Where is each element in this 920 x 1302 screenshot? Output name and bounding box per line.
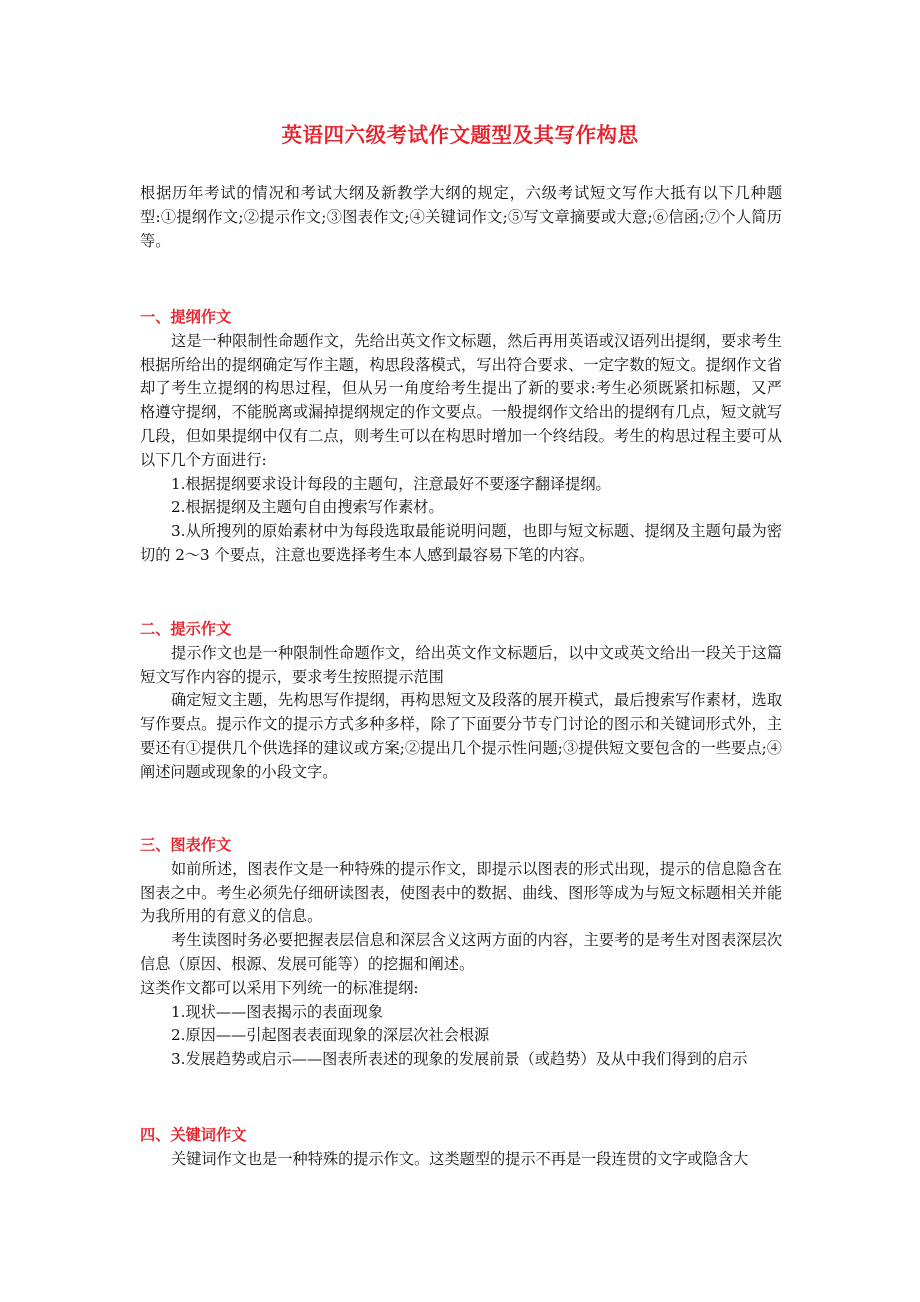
section-paragraph: 这类作文都可以采用下列统一的标准提纲: xyxy=(140,978,419,997)
section-heading: 四、关键词作文 xyxy=(140,1126,247,1144)
intro-paragraph xyxy=(140,182,782,253)
list-item: 2.根据提纲及主题句自由搜索写作素材。 xyxy=(171,498,444,517)
section-heading: 二、提示作文 xyxy=(140,620,232,638)
section-outline-essay xyxy=(140,306,782,568)
list-item: 1.根据提纲要求设计每段的主题句，注意最好不要逐字翻译提纲。 xyxy=(171,474,611,493)
section-heading: 三、图表作文 xyxy=(140,836,232,854)
section-paragraph: 提示作文也是一种限制性命题作文，给出英文作文标题后，以中文或英文给出一段关于这篇短文写作内容的提示，要求考生按照提示范围 xyxy=(140,643,782,686)
section-paragraph: 这是一种限制性命题作文，先给出英文作文标题，然后再用英语或汉语列出提纲，要求考生根据所给出的提纲确定写作主题，构思段落模式，写出符合要求、一定字数的短文。提纲作文省却了考生立提纲的构思过程，但从另一角度给考生提出了新的要求:考生必须既紧扣标题，又严格遵守提纲，不能脱离或漏掉提纲规定的作文要点。一般提纲作文给出的提纲有几点，短文就写几段，但如果提纲中仅有二点，则考生可以在构思时增加一个终结段。考生的构思过程主要可从以下几个方面进行: xyxy=(140,331,782,469)
list-item: 1.现状——图表揭示的表面现象 xyxy=(171,1002,383,1021)
section-heading: 一、提纲作文 xyxy=(140,308,232,326)
document-title: 英语四六级考试作文题型及其写作构思 xyxy=(281,123,639,147)
section-paragraph: 确定短文主题，先构思写作提纲，再构思短文及段落的展开模式，最后搜索写作素材，选取写作要点。提示作文的提示方式多种多样，除了下面要分节专门讨论的图示和关键词形式外，主要还有①提供几个供选择的建议或方案;②提出几个提示性问题;③提供短文要包含的一些要点;④阐述问题或现象的小段文字。 xyxy=(140,691,782,781)
section-paragraph: 如前所述，图表作文是一种特殊的提示作文，即提示以图表的形式出现，提示的信息隐含在图表之中。考生必须先仔细研读图表，使图表中的数据、曲线、图形等成为与短文标题相关并能为我所用的有意义的信息。 xyxy=(140,859,782,926)
section-prompt-essay xyxy=(140,618,782,785)
list-item: 3.发展趋势或启示——图表所表述的现象的发展前景（或趋势）及从中我们得到的启示 xyxy=(171,1050,748,1069)
section-paragraph: 考生读图时务必要把握表层信息和深层含义这两方面的内容，主要考的是考生对图表深层次信息（原因、根源、发展可能等）的挖掘和阐述。 xyxy=(140,931,782,973)
list-item: 2.原因——引起图表表面现象的深层次社会根源 xyxy=(171,1026,490,1045)
section-chart-essay xyxy=(140,834,782,1072)
section-paragraph: 关键词作文也是一种特殊的提示作文。这类题型的提示不再是一段连贯的文字或隐含大 xyxy=(171,1149,749,1168)
section-keyword-essay xyxy=(140,1124,782,1172)
intro-text: 根据历年考试的情况和考试大纲及新教学大纲的规定，六级考试短文写作大抵有以下几种题型:①提纲作文;②提示作文;③图表作文;④关键词作文;⑤写文章摘要或大意;⑥信函;⑦个人简历等。 xyxy=(140,184,782,250)
list-item: 3.从所搜列的原始素材中为每段选取最能说明问题，也即与短文标题、提纲及主题句最为密切的 2～3 个要点，注意也要选择考生本人感到最容易下笔的内容。 xyxy=(140,522,782,564)
